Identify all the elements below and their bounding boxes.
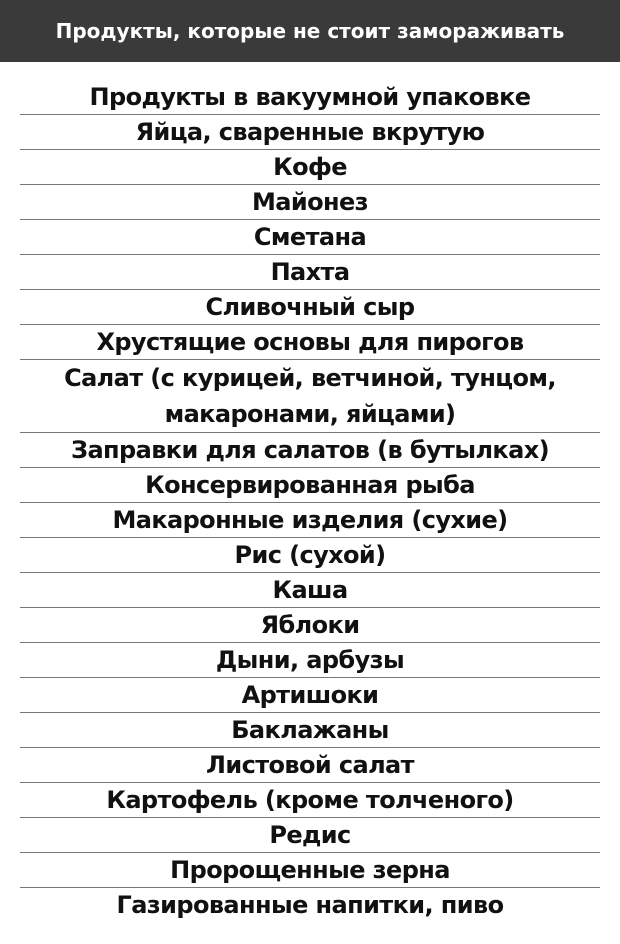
list-item: Сметана <box>20 220 600 255</box>
product-list <box>0 80 620 922</box>
list-item: Газированные напитки, пиво <box>116 891 504 919</box>
list-item: Сливочный сыр <box>20 290 600 325</box>
list-item: Консервированная рыба <box>20 468 600 503</box>
list-item: Артишоки <box>20 678 600 713</box>
list-item: Пахта <box>20 255 600 290</box>
header-title: Продукты, которые не стоит замораживать <box>55 19 565 43</box>
list-item: Пророщенные зерна <box>20 853 600 888</box>
list-item: Рис (сухой) <box>20 538 600 573</box>
list-item: Продукты в вакуумной упаковке <box>20 80 600 115</box>
list-item: Салат (с курицей, ветчиной, тунцом, макаронами, яйцами) <box>20 360 600 433</box>
list-item: Картофель (кроме толченого) <box>20 783 600 818</box>
list-item: Яйца, сваренные вкрутую <box>20 115 600 150</box>
list-item: Дыни, арбузы <box>20 643 600 678</box>
list-item: Хрустящие основы для пирогов <box>20 325 600 360</box>
list-item: Баклажаны <box>20 713 600 748</box>
list-item: Заправки для салатов (в бутылках) <box>20 433 600 468</box>
page-header <box>0 0 620 62</box>
list-item: Листовой салат <box>20 748 600 783</box>
list-item: Макаронные изделия (сухие) <box>20 503 600 538</box>
list-item: Яблоки <box>20 608 600 643</box>
list-item: Редис <box>20 818 600 853</box>
list-item: Кофе <box>20 150 600 185</box>
list-item: Каша <box>20 573 600 608</box>
list-item: Майонез <box>20 185 600 220</box>
